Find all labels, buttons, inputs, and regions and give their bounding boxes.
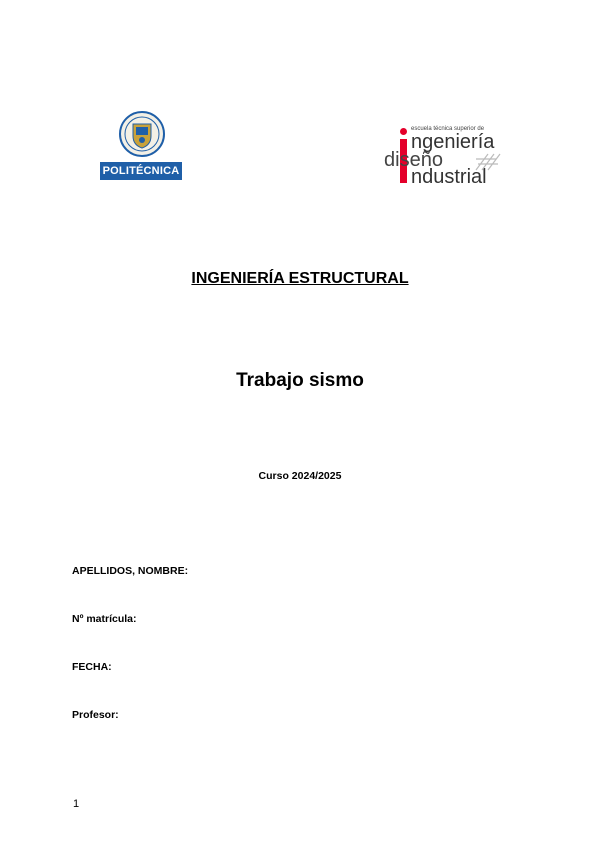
field-professor: Profesor:	[72, 709, 119, 721]
document-title: INGENIERÍA ESTRUCTURAL	[191, 270, 409, 287]
upm-shield-icon	[118, 110, 166, 158]
etsidi-line2: diseño	[384, 149, 443, 171]
hatch-icon	[474, 152, 504, 172]
document-subtitle: Trabajo sismo	[236, 370, 364, 391]
upm-banner: POLITÉCNICA	[100, 162, 182, 180]
etsidi-logo	[378, 124, 508, 186]
etsidi-line3: ndustrial	[411, 166, 487, 188]
upm-logo	[100, 110, 184, 180]
page-number: 1	[73, 798, 80, 810]
field-name: APELLIDOS, NOMBRE:	[72, 565, 189, 577]
etsidi-small-text: escuela técnica superior de	[411, 126, 485, 132]
etsidi-line1: ngeniería	[411, 131, 495, 153]
field-matricula: Nº matrícula:	[72, 613, 137, 625]
etsidi-dot	[400, 128, 407, 135]
course-label: Curso 2024/2025	[258, 470, 342, 482]
field-date: FECHA:	[72, 661, 112, 673]
